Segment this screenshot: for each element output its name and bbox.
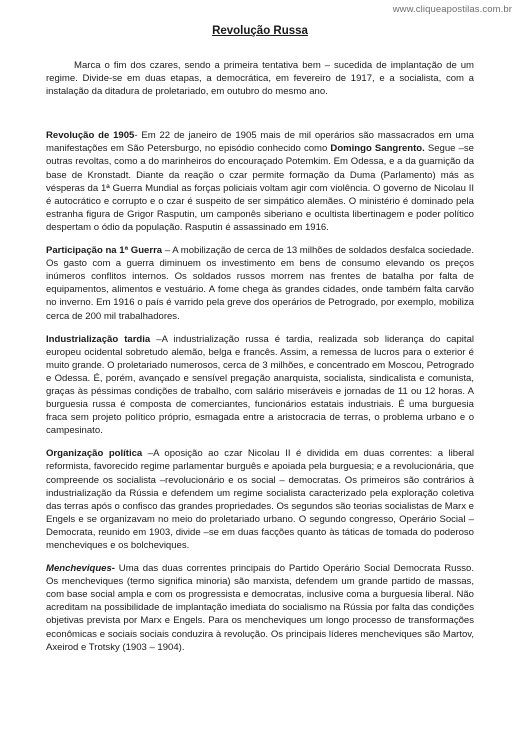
section-organizacao-politica [46, 447, 474, 552]
section-highlight: Domingo Sangrento. [330, 143, 425, 155]
section-heading: Participação na 1ª Guerra [46, 245, 163, 257]
section-text: –A oposição ao czar Nicolau II é dividida em duas correntes: a liberal reformista, favorecido regime parlamentar burguês e apoiada pela burguesia; e a revolucionária, que compreende os socialista –revolucionário e os social – democratas. Os primeiros são contrários à industrialização da Rússia e defendem um regime socialista caracterizado pela exploração coletiva das terras após o confisco das grandes propriedades. Os segundos são teorias socialistas de Marx e Engels e se organizavam no meio do proletariado urbano. O segundo congresso, Operário Social – Democrata, reunido em 1903, divide –se em duas facções quanto às táticas de tomada do poderoso mencheviques e os bolcheviques. [46, 448, 475, 551]
section-industrializacao [46, 333, 474, 438]
section-text: Uma das duas correntes principais do Partido Operário Social Democrata Russo. Os mencheviques (termo significa minoria) são marxista, defendem um grande partido de massas, com base social ampla e com os progressista e democratas, inclusive coma a burguesia liberal. Não acreditam na possibilidade de implantação imediata do socialismo na Rússia por falta das condições objetivas prevista por Marx e Engels. Para os mencheviques um longo processo de transformações econômicas e sociais sociais conduzira à revolução. Os principais líderes mencheviques são Martov, Axeirod e Trotsky (1903 – 1904). [46, 563, 474, 653]
section-heading: Organização política [46, 448, 143, 460]
section-heading: Mencheviques- [46, 563, 115, 575]
section-text: –A industrialização russa é tardia, realizada sob liderança do capital europeu ocidental sobretudo alemão, belga e francês. Assim, a remessa de lucros para o exterior é muito grande. O proletariado numerosos, cerca de 3 milhões, e concentrado em Moscou, Petrogrado e Odessa. É, porém, avançado e sensível pregação anarquista, socialista, sindicalista e comunista, graças às péssimas condições de trabalho, com salário miseráveis e jornadas de 11 ou 12 horas. A burguesia russa é composta de comerciantes, funcionários estatais industriais. É uma burguesia fraca sem projeto político próprio, esmagada entre a aristocracia de terras, o problema urbano e o campesinato. [46, 333, 474, 437]
section-heading: Revolução de 1905 [46, 130, 135, 142]
site-url[interactable]: www.cliqueapostilas.com.br [392, 4, 512, 15]
section-mencheviques [46, 562, 474, 654]
document-title: Revolução Russa [212, 25, 308, 37]
section-text: – A mobilização de cerca de 13 milhões de soldados desfalca sociedade. Os gasto com a guerra diminuem os investimento em bens de consumo elevando os preços inúmeros conflitos internos. Os soldados russos morrem nas frentes de batalha por falta de equipamentos, alimentos e vestuário. A fome chega às grandes cidades, onde também falta carvão no inverno. Em 1916 o país é varrido pela greve dos operários de Petrogrado, por exemplo, mobiliza cerca de 200 mil trabalhadores. [46, 245, 474, 322]
intro-paragraph: Marca o fim dos czares, sendo a primeira tentativa bem – sucedida de implantação de um regime. Divide-se em duas etapas, a democrática, em fevereiro de 1917, e a socialista, com a instalação da ditadura de proletariado, em outubro do mesmo ano. [46, 60, 474, 98]
section-participacao-guerra [46, 244, 474, 323]
section-heading: Industrialização tardia [46, 333, 151, 345]
document-page [46, 25, 474, 664]
section-text: Segue –se outras revoltas, como a do marinheiros do encouraçado Potemkim. Em Odessa, e a da guarnição da base de Kronstadt. Diante da reação o czar permite formação da Duma (Parlamento) más as vésperas da 1ª Guerra Mundial as forças policiais voltam agir com violência. O governo de Nicolau II é autocrático e corrupto e o czar é suspeito de ser simpático alemães. O ministério é dominado pela estranha figura de Grigor Rasputin, um camponês siberiano e ocultista libertinagem e poder político despertam o ódio da população. Rasputin é assassinado em 1916. [46, 143, 474, 233]
section-text: - Em 22 de janeiro de 1905 mais de mil operários são massacrados em uma manifestações em São Petersburgo, no episódio conhecido como [46, 130, 474, 155]
section-revolucao-1905 [46, 129, 474, 234]
